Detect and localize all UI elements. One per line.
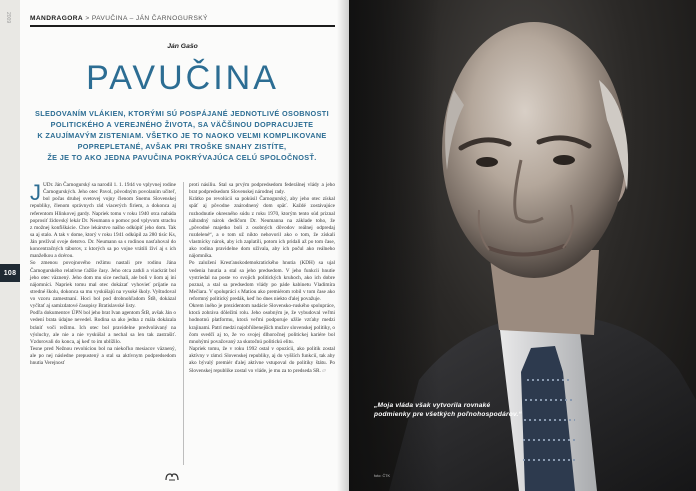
- body-paragraph: proti násiliu. Stal sa prvým podpredsedom federálnej vlády a jeho brat podpredsedom Slovenskej národnej rady.: [189, 182, 335, 196]
- photo-quote: [374, 401, 554, 419]
- drop-cap: J: [30, 180, 41, 205]
- lead-line: SLEDOVANÍM VLÁKIEN, KTORÝMI SÚ POSPÁJANÉ JEDNOTLIVÉ OSOBNOSTI: [35, 109, 329, 118]
- article-body: [30, 182, 335, 467]
- lead-line: POPREPLETANÉ, AVŠAK PRI TROŠKE SNAHY ZISTÍTE,: [77, 142, 287, 151]
- body-paragraph: Po založení Kresťanskodemokratického hnutia (KDH) sa ujal vedenia hnutia a stal sa jeho predsedom. V jeho funkcii hnutie vystriedal na poste vo svojich politických kruhoch, ako ich dobre poznal, a stal sa predsedom vlády po páde kabinetu Vladimíra Mečiara. V spolupráci s Matiou ako premiérom robil v tom čase ako reformný politický predák, keď ho dnes niekto ďalej považuje.: [189, 260, 335, 302]
- magazine-name: MANDRAGORA: [30, 15, 84, 22]
- header-rule: [30, 25, 335, 27]
- running-header: [30, 15, 335, 22]
- text-column-2: [189, 182, 335, 375]
- text-column-1: [30, 182, 176, 367]
- page-number: 108: [0, 264, 20, 282]
- lead-line: POLITICKÉHO A VEREJNÉHO ŽIVOTA, SA VÄČŠINOU DOPRACUJETE: [50, 120, 314, 129]
- photo-credit: foto: ČTK: [374, 474, 391, 478]
- body-paragraph: Krátko po revolúcii sa pokúsil Čarnogurský, aby jeho otec získal späť aj pôvodne znárodnený dom späť. Každé zostávajúce rozhodnutie okresného súdu z roku 1970, ktorým tento súd priznal náhradný nárok dedičom Dr. Neumanna na základe toho, že „pôvodné majetko boli z osobných dôvodov reálnej odpredaj rozdelené“, a o tom už nikto nehovoril ako o tom, že získali vlastnícky nárok, aby ich zaplatili, potom ich pridali až po tom čase, ako rodina pravidelne dom užívala, aby ich počul ako reálneho nájomníka.: [189, 196, 335, 260]
- body-paragraph: J UDr. Ján Čarnogurský sa narodil 1. 1. 1944 vo vplyvnej rodine Čarnogurských. Jeho otec Pavol, pôvodným povolaním učiteľ, bol počas druhej svetovej vojny členom Snemu Slovenskej republiky, členom správnych rád viacerých firiem, a dokonca aj referentom Hlinkovej gardy. Napriek tomu v roku 1940 otca nabáda poprosiť židovský lekár Dr. Neumann o pomoc pod vplyvom strachu z možnej konfiškácie. Chce lekárstvo našho odkúpiť jeho dom. Tak sa aj stalo. A tak v dome, ktorý v roku 1941 odkúpil za 280 tisíc Ks, Ján prežíval svoje detstvo. Dr. Neumann sa s rodinou nasťahoval do koncentračných táborov, z ktorých sa po vojne vrátili živí aj s ich manželkou a dcérou.: [30, 180, 176, 260]
- end-mark: ///: [322, 368, 326, 374]
- lead-line: K ZAUJÍMAVÝM ZISTENIAM. VŠETKO JE TO NAOKO VEĽMI KOMPLIKOVANE: [37, 131, 327, 140]
- section-name: PAVUČINA – JÁN ČARNOGURSKÝ: [91, 15, 208, 22]
- body-paragraph: Podľa dokumentov ÚPN bol jeho brat Ivan agentom ŠtB, avšak Ján o vedení brata údajne nevedel. Rodina sa ako jedna z mála dokázala brániť voči režimu. Ich otec bol pravidelne predvolávaný na výsluchy, ale nie a nie vyskúšal a nechal sa len tak zastrašiť. Vzdorovali do konca, aj keď to im ublížilo.: [30, 310, 176, 345]
- body-paragraph: So zmenou povojnového režimu nastali pre rodinu Jána Čarnogurského relatívne ťažšie časy. Jeho otca zatkli a viackrát bol jeho otec väznený. Jeho dom mu síce nechali, ale boli v ňom aj iní nájomníci. Napriek tomu mal otec dokázať vyhovieť prijatie na stredné školu, dokonca sa mu vyskúšajú na vysoké školy. Vyštudoval vo vzoru zamestnaní. Hoci bol pod drobnohľadom ŠtB, dokázal vyčítať aj samizdatové časopisy Bratislavské listy.: [30, 260, 176, 310]
- page-margin-bar: [0, 0, 20, 491]
- quote-line: „Moja vláda však vytvorila rovnaké: [374, 402, 491, 409]
- author-byline: Ján Gašo: [167, 43, 198, 50]
- body-paragraph: Okrem iného je prezidentom nadácie Slovensko-ruského spolupráce, ktorá zohráva dôležitú rolu. Jeho osobným je, že vybudoval veľmi hodnotnú platformu, ktorá veľmi podporuje užšie vzťahy medzi krajinami. Patrí medzi najobľúbenejších mužov slovenskej politiky, o čom svedčí aj to, že vo svojej dlhoročnej politickej kariére bol mnohými považovaný za skutočnú politickú elitu.: [189, 303, 335, 345]
- margin-code: 2009: [5, 12, 11, 24]
- header-separator: >: [83, 15, 92, 22]
- body-paragraph: Napriek tomu, že v roku 1992 ostal v opozícii, ako politik zostal aktívny v rámci Slovenskej republiky, aj do vyšších funkcií, tak aby ako bývalý premiér ďalej aktívne vstupoval do politiky štátu. Po Slovenskej republike zostal vo vláde, je mu za to predseda SR. ///: [189, 345, 335, 375]
- article-lead: [34, 108, 330, 163]
- quote-line: podmienky pre všetkých poľnohospodárov.“: [374, 411, 523, 419]
- body-paragraph: Tesne pred Nežnou revolúciou bol na niekoľko mesiacov väznený, ale po nej následne prepustený a stal sa aktívnym podpredsedom hnutia Verejnosť: [30, 345, 176, 367]
- gutter-shadow: [337, 0, 349, 491]
- lead-line: ŽE JE TO AKO JEDNA PAVUČINA POKRÝVAJÚCA CELÚ SPOLOČNOSŤ.: [47, 153, 317, 162]
- column-divider: [183, 182, 184, 465]
- article-title: PAVUČINA: [86, 59, 279, 97]
- magazine-logo-icon: [162, 472, 182, 482]
